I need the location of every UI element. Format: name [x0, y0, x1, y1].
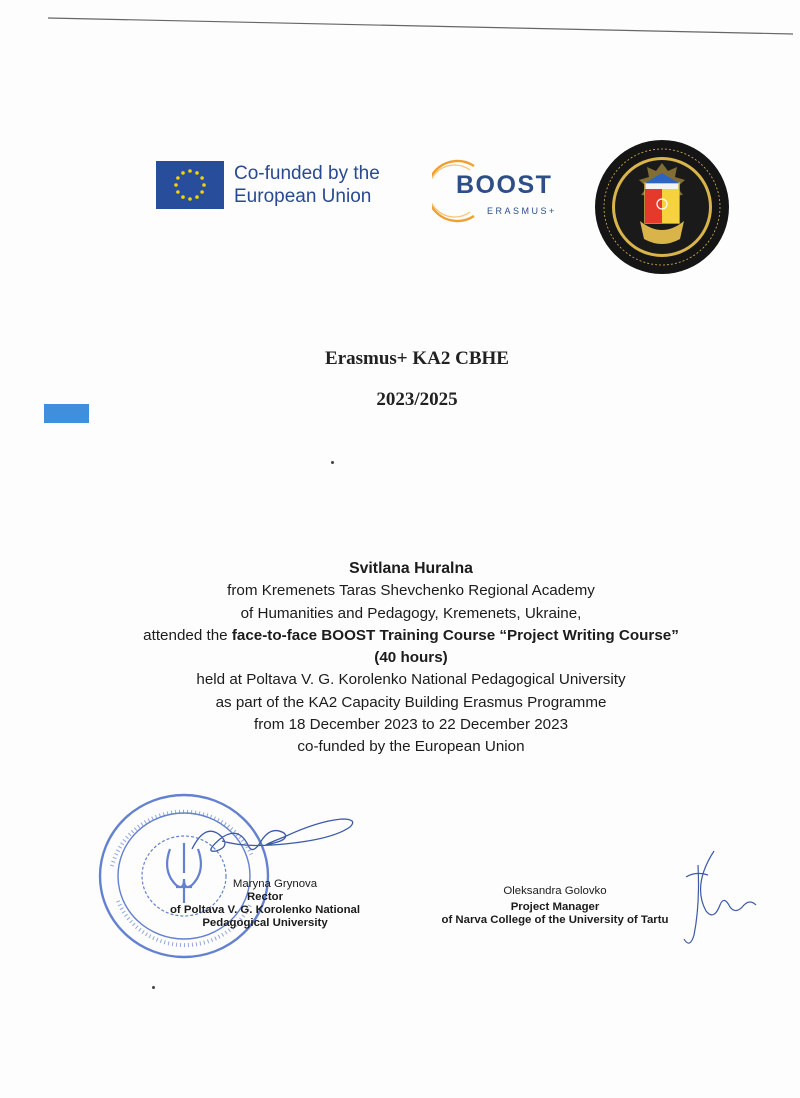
rector-org: Pedagogical University: [202, 917, 328, 929]
project-manager-org: of Narva College of the University of Tartu: [441, 914, 669, 926]
attended-prefix: attended the: [143, 626, 232, 644]
project-manager-role: Project Manager: [510, 901, 600, 913]
body-line-from: from Kremenets Taras Shevchenko Regional Academy: [227, 582, 595, 600]
body-line-held: held at Poltava V. G. Korolenko National Pedagogical University: [196, 671, 626, 689]
ink-speck: [152, 986, 155, 989]
project-manager-signature-block: [430, 885, 680, 927]
university-emblem-icon: [592, 139, 732, 275]
boost-subtitle: ERASMUS+: [487, 206, 557, 216]
rector-signature-block: [150, 878, 380, 930]
project-manager-signature-icon: [668, 843, 776, 955]
ink-speck: [331, 461, 334, 464]
boost-wordmark: BOOST: [456, 171, 553, 199]
certificate-body: [0, 558, 800, 759]
boost-erasmus-logo: [432, 158, 572, 224]
body-line-cofunded: co-funded by the European Union: [297, 738, 525, 756]
rector-name: Maryna Grynova: [232, 878, 318, 890]
rector-org: of Poltava V. G. Korolenko National: [169, 904, 361, 916]
participant-name: Svitlana Huralna: [349, 560, 473, 577]
top-edge-rule: [48, 17, 793, 35]
eu-cofunded-logo: [156, 161, 380, 209]
eu-funding-text: [234, 162, 380, 208]
eu-flag-icon: [156, 161, 224, 209]
course-hours: (40 hours): [374, 649, 448, 667]
body-line-institution: of Humanities and Pedagogy, Kremenets, Ukraine,: [240, 604, 582, 622]
rector-signature-icon: [186, 805, 364, 875]
body-line-dates: from 18 December 2023 to 22 December 2023: [253, 716, 569, 734]
course-title: face-to-face BOOST Training Course “Project Writing Course”: [231, 626, 679, 644]
rector-role: Rector: [246, 891, 284, 903]
eu-funding-line: European Union: [234, 186, 372, 207]
program-period: 2023/2025: [376, 389, 458, 410]
body-line-programme: as part of the KA2 Capacity Building Erasmus Programme: [215, 693, 607, 711]
eu-funding-line: Co-funded by the: [234, 163, 380, 184]
program-title: Erasmus+ KA2 CBHE: [325, 348, 509, 369]
project-manager-name: Oleksandra Golovko: [503, 885, 607, 897]
blue-highlight-mark: [44, 404, 89, 423]
body-line-attended: [0, 625, 800, 647]
